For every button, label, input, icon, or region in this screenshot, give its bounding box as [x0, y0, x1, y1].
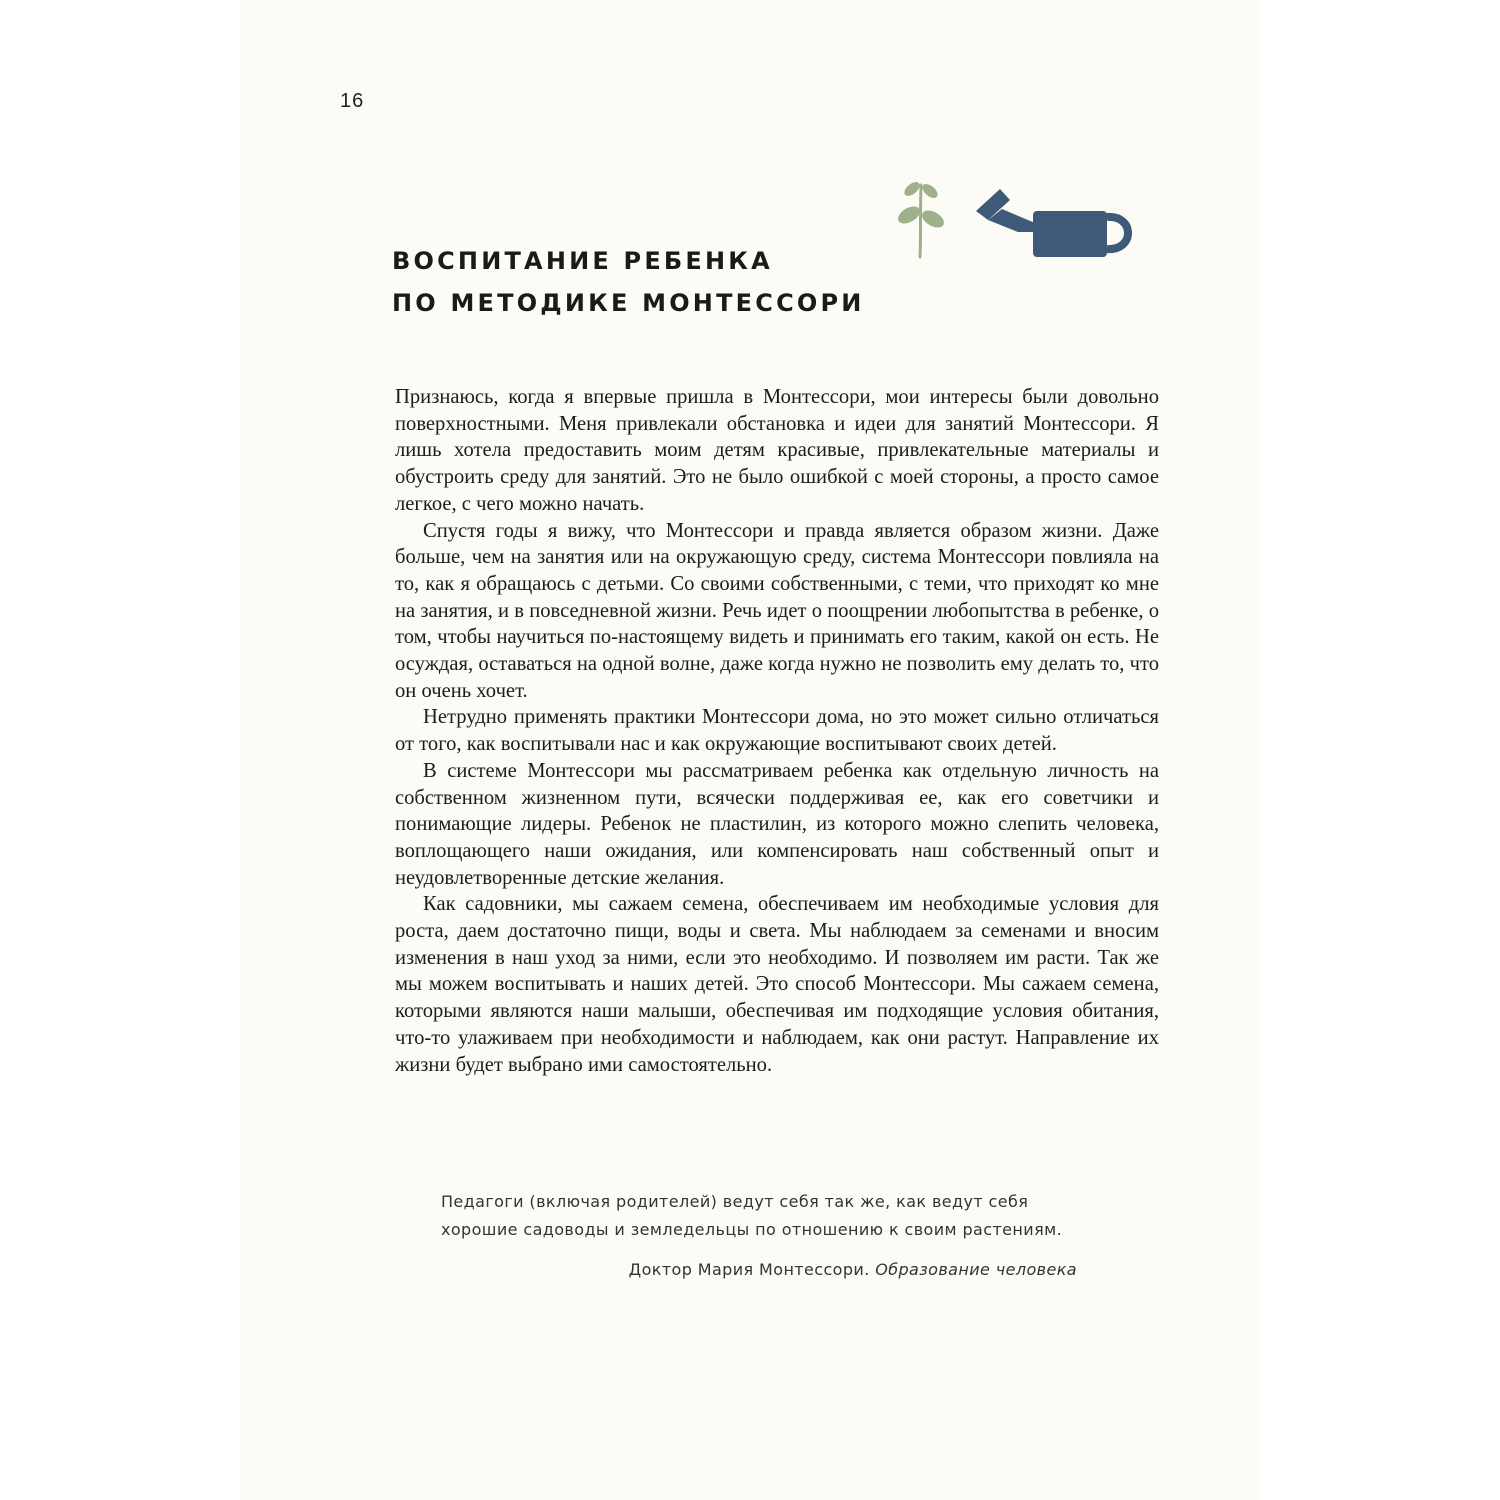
quote-attribution — [441, 1256, 1081, 1284]
quote-text: Педагоги (включая родителей) ведут себя так же, как ведут себя хорошие садоводы и земледельцы по отношению к своим растениям. — [441, 1192, 1063, 1239]
chapter-title — [392, 240, 952, 324]
quote-author: Доктор Мария Монтессори. — [628, 1260, 870, 1279]
title-line-1: ВОСПИТАНИЕ РЕБЕНКА — [392, 247, 773, 275]
page-number: 16 — [340, 90, 365, 112]
body-text — [395, 384, 1159, 1078]
paragraph: Нетрудно применять практики Монтессори дома, но это может сильно отличаться от того, как воспитывали нас и как окружающие воспитывают своих детей. — [395, 706, 1159, 756]
epigraph-quote — [441, 1188, 1081, 1284]
quote-source: Образование человека — [875, 1260, 1077, 1279]
watering-can-icon — [976, 189, 1128, 257]
paragraph: Спустя годы я вижу, что Монтессори и правда является образом жизни. Даже больше, чем на занятия или на окружающую среду, система Монтессори повлияла на то, как я обращаюсь с детьми. Со своими собственными, с теми, что приходят ко мне на занятия, и в повседневной жизни. Речь идет о поощрении любопытства в ребенке, о том, чтобы научиться по-настоящему видеть и принимать его таким, какой он есть. Не осуждая, оставаться на одной волне, даже когда нужно не позволить ему делать то, что он очень хочет. — [395, 519, 1159, 702]
paragraph: Признаюсь, когда я впервые пришла в Монтессори, мои интересы были довольно поверхностными. Меня привлекали обстановка и идеи для занятий Монтессори. Я лишь хотела предоставить моим детям красивые, привлекательные материалы и обустроить среду для занятий. Это не было ошибкой с моей стороны, а просто самое легкое, с чего можно начать. — [395, 386, 1159, 515]
title-line-2: ПО МЕТОДИКЕ МОНТЕССОРИ — [392, 289, 865, 317]
paragraph: Как садовники, мы сажаем семена, обеспечиваем им необходимые условия для роста, даем достаточно пищи, воды и света. Мы наблюдаем за семенами и вносим изменения в наш уход за ними, если это необходимо. И позволяем им расти. Так же мы можем воспитывать и наших детей. Это способ Монтессори. Мы сажаем семена, которыми являются наши малыши, обеспечивая им подходящие условия обитания, что-то улаживаем при необходимости и наблюдаем, как они растут. Направление их жизни будет выбрано ими самостоятельно. — [395, 893, 1159, 1076]
paragraph: В системе Монтессори мы рассматриваем ребенка как отдельную личность на собственном жизненном пути, всячески поддерживая ее, как его советчики и понимающие лидеры. Ребенок не пластилин, из которого можно слепить человека, воплощающего наши ожидания, или компенсировать наш собственный опыт и неудовлетворенные детские желания. — [395, 759, 1159, 889]
book-page — [240, 0, 1260, 1500]
